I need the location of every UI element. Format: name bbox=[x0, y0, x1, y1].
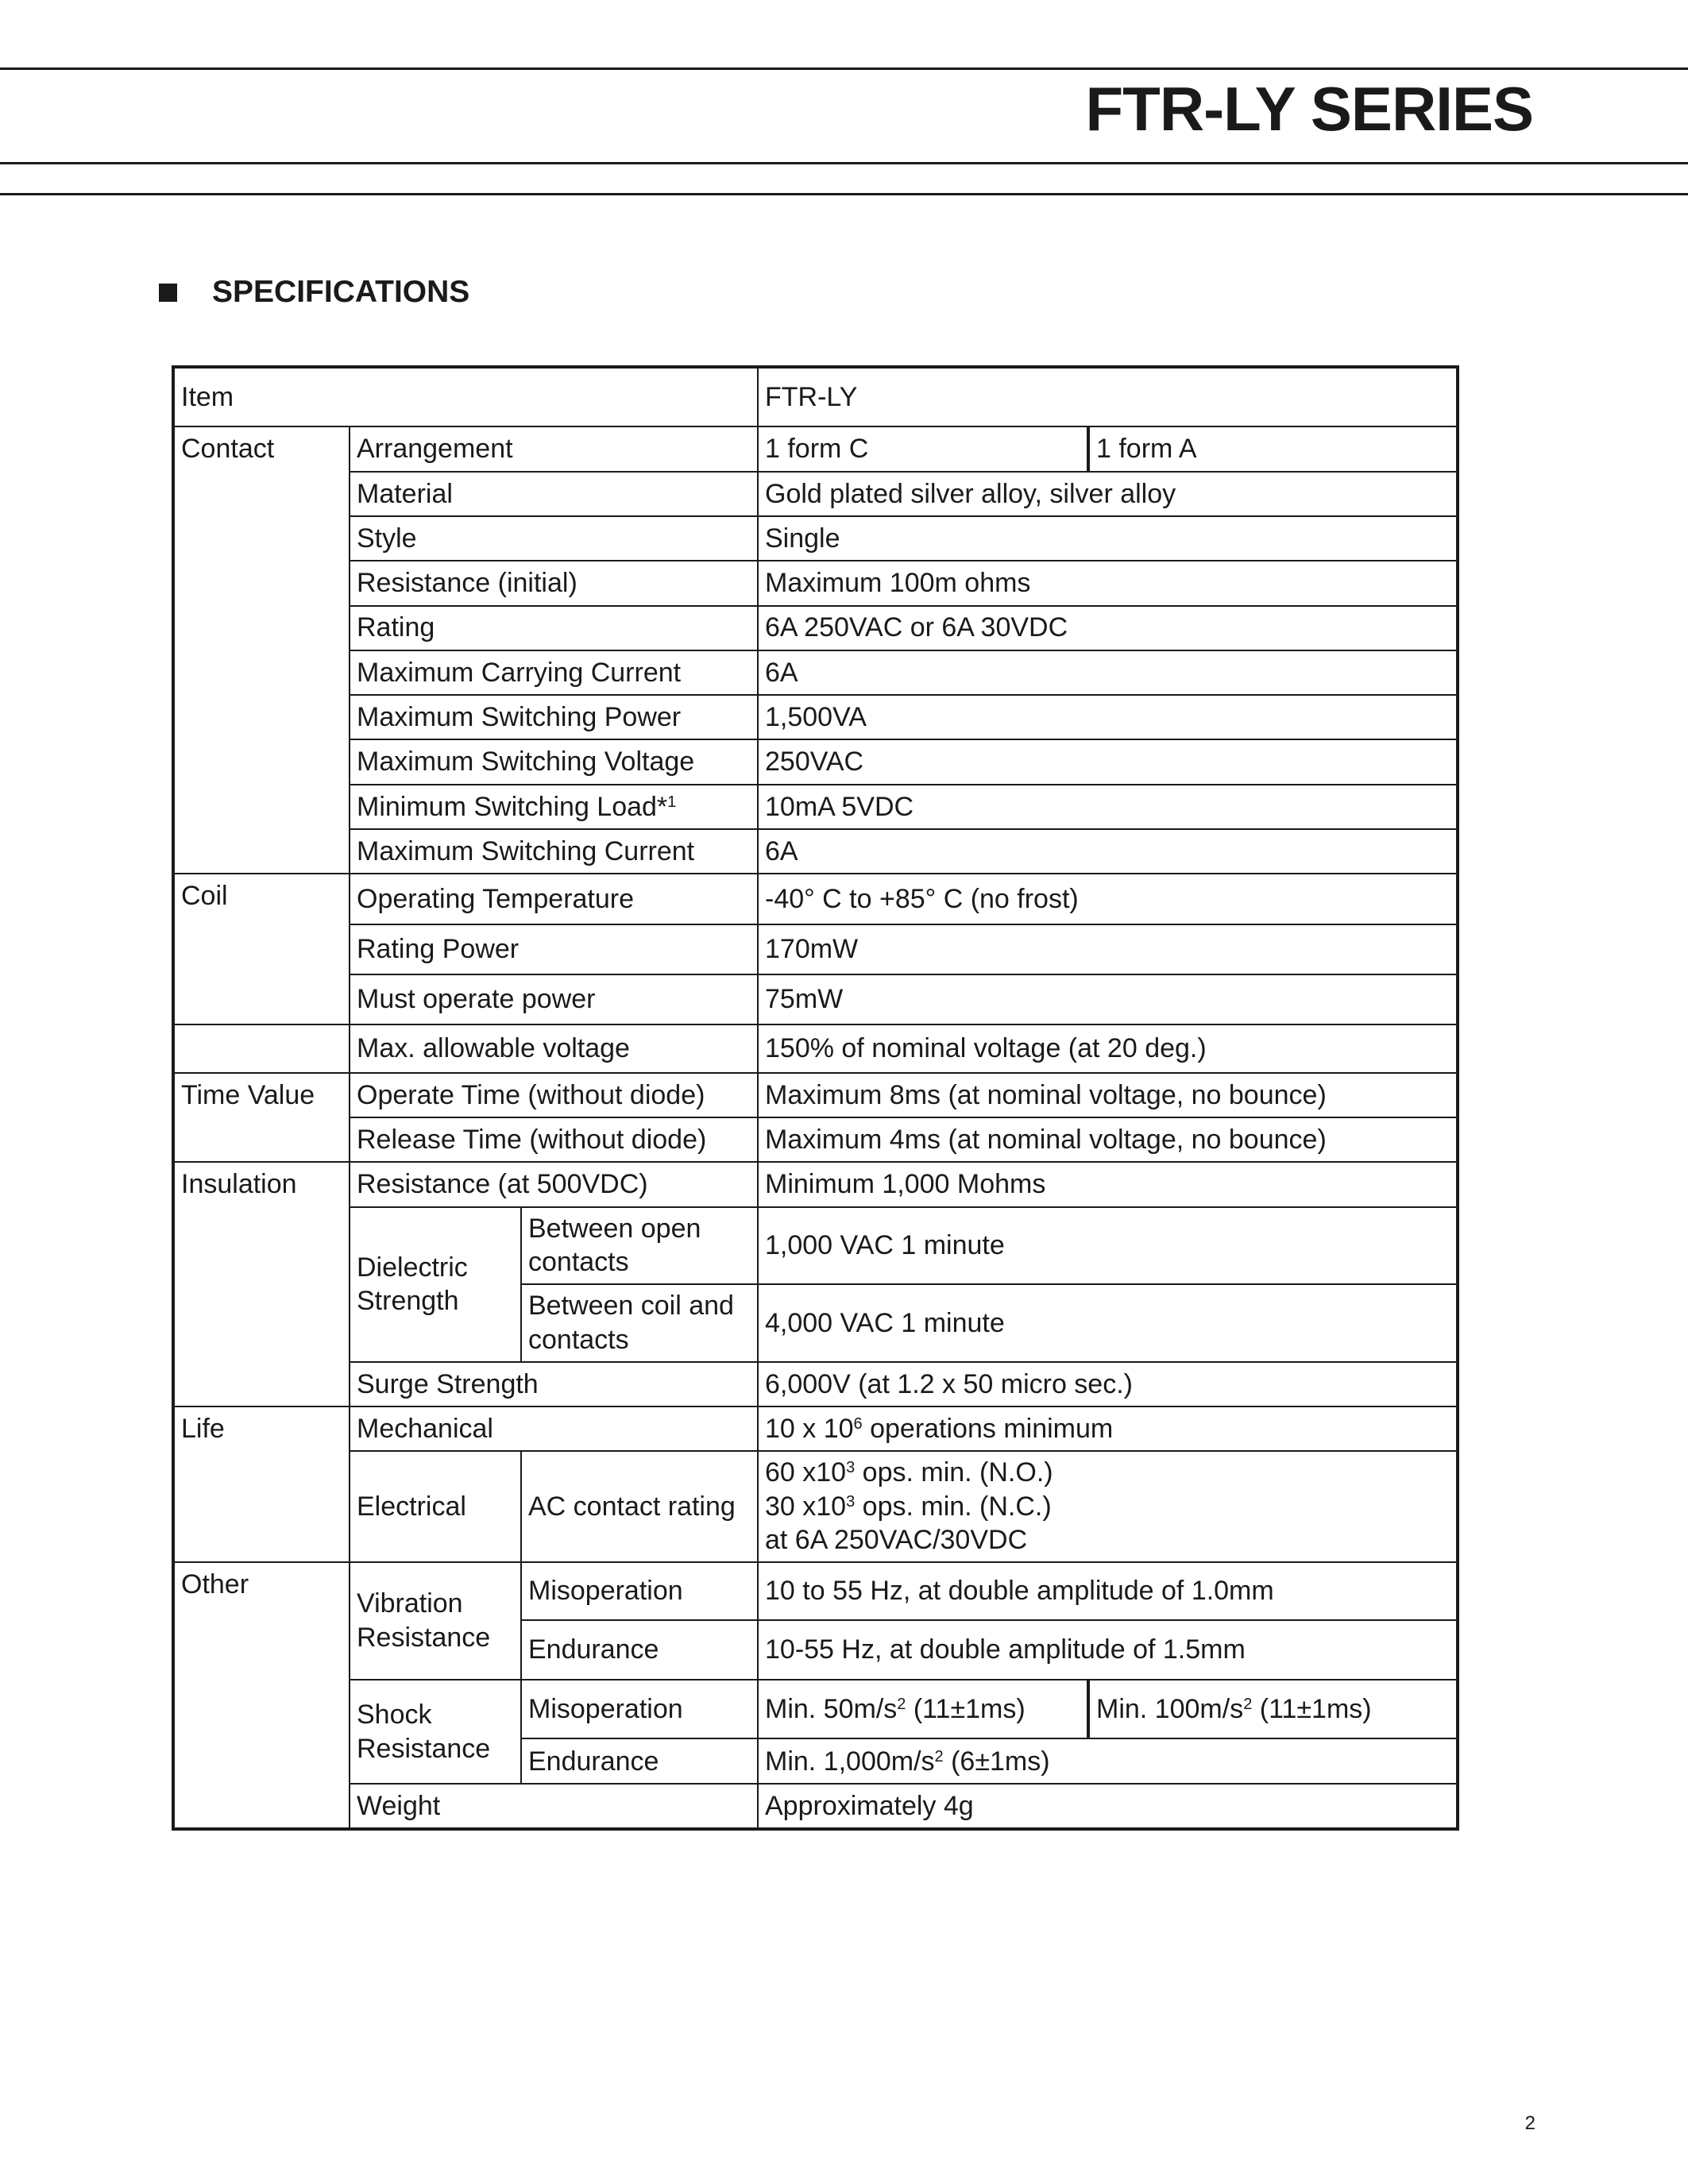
header-rule-bottom bbox=[0, 193, 1688, 195]
row-label: Arrangement bbox=[350, 426, 758, 471]
table-row bbox=[173, 924, 1458, 974]
row-label: Resistance (initial) bbox=[350, 561, 758, 605]
header-rule-middle bbox=[0, 162, 1688, 164]
specifications-table bbox=[172, 365, 1459, 1831]
row-label: Release Time (without diode) bbox=[350, 1117, 758, 1162]
table-row bbox=[173, 695, 1458, 739]
row-value: 6A 250VAC or 6A 30VDC bbox=[758, 606, 1458, 650]
row-value: Min. $100m/s^2$ (11±1ms) bbox=[1088, 1680, 1458, 1738]
group-life: Life bbox=[173, 1406, 350, 1562]
table-row bbox=[173, 1406, 1458, 1451]
row-label: Minimum Switching Load*$^1$ bbox=[350, 785, 758, 829]
row-value: Minimum 1,000 Mohms bbox=[758, 1162, 1458, 1206]
row-value: 170mW bbox=[758, 924, 1458, 974]
table-row bbox=[173, 1117, 1458, 1162]
row-label: Vibration Resistance bbox=[350, 1562, 521, 1680]
table-row bbox=[173, 739, 1458, 784]
table-row bbox=[173, 785, 1458, 829]
table-row bbox=[173, 1362, 1458, 1406]
table-row bbox=[173, 974, 1458, 1024]
row-label: Maximum Switching Current bbox=[350, 829, 758, 874]
table-row bbox=[173, 1784, 1458, 1829]
row-sub-label: AC contact rating bbox=[521, 1451, 758, 1562]
model-header: FTR-LY bbox=[758, 367, 1458, 426]
row-sub-label: Misoperation bbox=[521, 1680, 758, 1738]
row-value: 10 to 55 Hz, at double amplitude of 1.0mm bbox=[758, 1562, 1458, 1620]
series-title: FTR-LY SERIES bbox=[1085, 74, 1533, 144]
row-value: 250VAC bbox=[758, 739, 1458, 784]
table-row bbox=[173, 1562, 1458, 1620]
table-row bbox=[173, 1024, 1458, 1072]
table-row bbox=[173, 1451, 1458, 1562]
group-empty bbox=[173, 1024, 350, 1072]
page-number: 2 bbox=[1524, 2113, 1535, 2134]
table-row bbox=[173, 561, 1458, 605]
table-row bbox=[173, 472, 1458, 516]
row-label: Surge Strength bbox=[350, 1362, 758, 1406]
row-value: 1,000 VAC 1 minute bbox=[758, 1207, 1458, 1285]
row-label: Shock Resistance bbox=[350, 1680, 521, 1785]
row-value: Maximum 4ms (at nominal voltage, no bounce) bbox=[758, 1117, 1458, 1162]
row-label: Operate Time (without diode) bbox=[350, 1073, 758, 1117]
row-sub-label: Misoperation bbox=[521, 1562, 758, 1620]
row-label: Maximum Switching Voltage bbox=[350, 739, 758, 784]
row-label: Max. allowable voltage bbox=[350, 1024, 758, 1072]
row-value: Approximately 4g bbox=[758, 1784, 1458, 1829]
row-value: Gold plated silver alloy, silver alloy bbox=[758, 472, 1458, 516]
table-row bbox=[173, 1207, 1458, 1285]
header-rule-top bbox=[0, 68, 1688, 70]
row-label: Style bbox=[350, 516, 758, 561]
table-row bbox=[173, 829, 1458, 874]
row-value: Min. $1,000m/s^2$ (6±1ms) bbox=[758, 1738, 1458, 1784]
table-row bbox=[173, 426, 1458, 471]
row-label: Material bbox=[350, 472, 758, 516]
row-label: Maximum Carrying Current bbox=[350, 650, 758, 695]
row-sub-label: Endurance bbox=[521, 1738, 758, 1784]
row-value: Maximum 100m ohms bbox=[758, 561, 1458, 605]
row-value: 1 form C bbox=[758, 426, 1088, 471]
row-sub-label: Endurance bbox=[521, 1620, 758, 1679]
row-value: 6,000V (at 1.2 x 50 micro sec.) bbox=[758, 1362, 1458, 1406]
square-bullet-icon bbox=[159, 284, 177, 302]
row-label: Rating Power bbox=[350, 924, 758, 974]
row-value: 10 x $10^6$ operations minimum bbox=[758, 1406, 1458, 1451]
row-value: 10mA 5VDC bbox=[758, 785, 1458, 829]
row-label: Mechanical bbox=[350, 1406, 758, 1451]
row-value: 150% of nominal voltage (at 20 deg.) bbox=[758, 1024, 1458, 1072]
row-label: Resistance (at 500VDC) bbox=[350, 1162, 758, 1206]
row-value: Min. $50m/s^2$ (11±1ms) bbox=[758, 1680, 1088, 1738]
row-label: Operating Temperature bbox=[350, 874, 758, 924]
row-label: Dielectric Strength bbox=[350, 1207, 521, 1362]
row-label: Electrical bbox=[350, 1451, 521, 1562]
table-row bbox=[173, 874, 1458, 924]
row-value: -40° C to +85° C (no frost) bbox=[758, 874, 1458, 924]
table-row bbox=[173, 1162, 1458, 1206]
table-row bbox=[173, 1680, 1458, 1738]
row-label: Rating bbox=[350, 606, 758, 650]
row-value: 75mW bbox=[758, 974, 1458, 1024]
row-value: 4,000 VAC 1 minute bbox=[758, 1284, 1458, 1362]
row-value: 1,500VA bbox=[758, 695, 1458, 739]
row-value: 60 $x10^3$ ops. min. (N.O.) 30 $x10^3$ ops. min. (N.C.) at 6A 250VAC/30VDC bbox=[758, 1451, 1458, 1562]
row-label: Maximum Switching Power bbox=[350, 695, 758, 739]
row-value: 6A bbox=[758, 650, 1458, 695]
row-value: 1 form A bbox=[1088, 426, 1458, 471]
row-value: Maximum 8ms (at nominal voltage, no bounce) bbox=[758, 1073, 1458, 1117]
table-row bbox=[173, 606, 1458, 650]
row-value: 10-55 Hz, at double amplitude of 1.5mm bbox=[758, 1620, 1458, 1679]
row-value: Single bbox=[758, 516, 1458, 561]
section-heading bbox=[159, 275, 469, 310]
row-label: Must operate power bbox=[350, 974, 758, 1024]
group-other: Other bbox=[173, 1562, 350, 1829]
table-row bbox=[173, 516, 1458, 561]
table-header-row bbox=[173, 367, 1458, 426]
table-row bbox=[173, 650, 1458, 695]
group-contact: Contact bbox=[173, 426, 350, 874]
row-sub-label: Between open contacts bbox=[521, 1207, 758, 1285]
table-row bbox=[173, 1073, 1458, 1117]
group-time-value: Time Value bbox=[173, 1073, 350, 1163]
section-title: SPECIFICATIONS bbox=[212, 275, 470, 309]
group-insulation: Insulation bbox=[173, 1162, 350, 1406]
item-header: Item bbox=[173, 367, 758, 426]
row-label: Weight bbox=[350, 1784, 758, 1829]
row-sub-label: Between coil and contacts bbox=[521, 1284, 758, 1362]
group-coil: Coil bbox=[173, 874, 350, 1024]
row-value: 6A bbox=[758, 829, 1458, 874]
